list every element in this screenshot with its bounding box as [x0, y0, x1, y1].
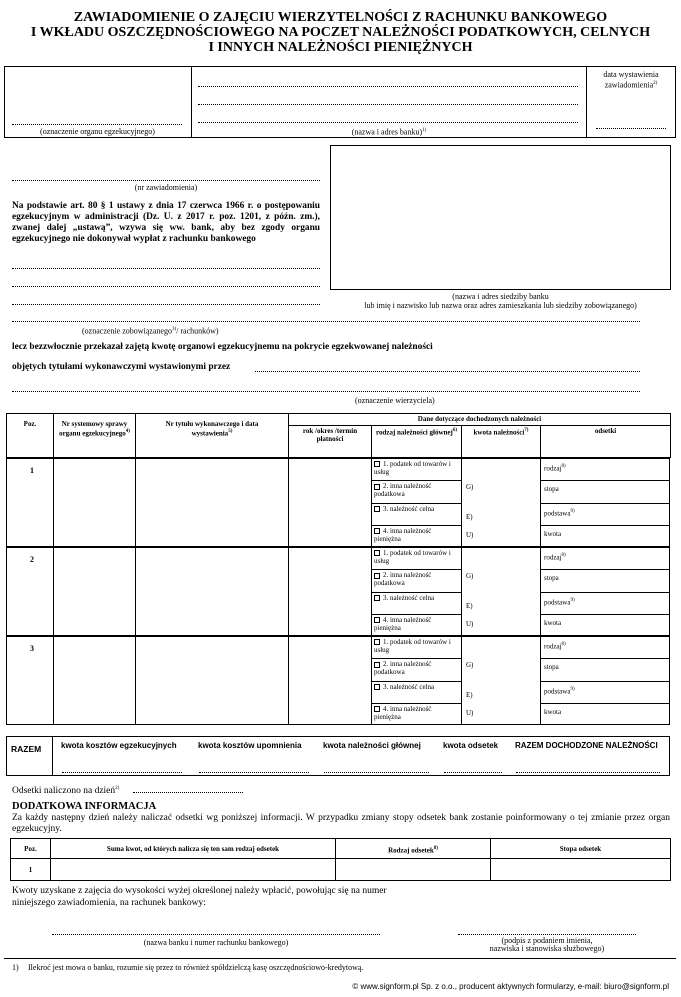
checkbox[interactable]	[374, 484, 380, 490]
sub-row-line	[540, 703, 670, 704]
interest-label-sup: 9)	[570, 686, 575, 692]
interest-header-poz: Poz.	[11, 839, 51, 859]
notice-number-label: (nr zawiadomienia)	[134, 183, 198, 192]
header-case-number: Nr systemowy sprawy organu egzekucyjnego$^{4)}$	[54, 414, 136, 458]
interest-label	[544, 508, 575, 517]
row-year[interactable]	[289, 637, 370, 724]
extra-heading: DODATKOWA INFORMACJA	[12, 801, 157, 812]
interest-label	[544, 574, 559, 582]
interest-label	[544, 686, 575, 695]
checkbox[interactable]	[374, 506, 380, 512]
creditor-field-2[interactable]	[12, 391, 640, 392]
interest-row-rate[interactable]	[491, 859, 671, 881]
row-case-number[interactable]	[54, 637, 134, 724]
amount-code: G)	[466, 572, 474, 580]
obligor-field[interactable]	[12, 321, 640, 322]
interest-label	[544, 663, 559, 671]
header-year: rok /okres /termin płatności	[289, 426, 372, 458]
checkbox[interactable]	[374, 684, 380, 690]
interest-label	[544, 597, 575, 606]
bank-account-label: (nazwa banku i numer rachunku bankowego)	[143, 938, 289, 947]
totals-col-principal: kwota należności głównej	[323, 741, 421, 750]
type-label: 2. inna należność podatkowa	[374, 571, 432, 588]
header-title-number: Nr tytułu wykonawczego i data wystawienia$^{5)}$	[136, 414, 289, 458]
checkbox[interactable]	[374, 639, 380, 645]
amount-code: E)	[466, 691, 473, 699]
notice-number-field[interactable]	[12, 180, 320, 181]
interest-label	[544, 708, 561, 716]
interest-header-type: Rodzaj odsetek$^{8)}$	[336, 839, 491, 859]
footnote-number: 1)	[12, 963, 19, 972]
totals-reminder-field[interactable]	[199, 772, 309, 773]
type-label: 4. inna należność pieniężna	[374, 704, 432, 721]
amount-code: G)	[466, 661, 474, 669]
sub-row-line	[540, 480, 670, 481]
type-label: 3. należność celna	[383, 504, 435, 513]
date-field[interactable]	[596, 128, 666, 129]
organ-field[interactable]	[12, 124, 182, 125]
type-option[interactable]	[374, 482, 458, 498]
interest-label-sup: 9)	[570, 597, 575, 603]
row-title-number[interactable]	[136, 637, 287, 724]
signature-field[interactable]	[458, 934, 636, 935]
type-option[interactable]	[374, 549, 458, 565]
row-case-number[interactable]	[54, 459, 134, 546]
extra-text: Za każdy następny dzień należy naliczać odsetki wg poniższej informacji. W przypadku zmiany stopy odsetek bank zostanie poinformowany o tej zmianie przez organ egzekucyjny.	[12, 813, 670, 834]
checkbox[interactable]	[374, 595, 380, 601]
interest-label-sup: 9)	[570, 508, 575, 514]
payment-text-2: niniejszego zawiadomienia, na rachunek bankowy:	[12, 898, 206, 908]
account-field-1[interactable]	[12, 268, 320, 269]
type-label: 4. inna należność pieniężna	[374, 526, 432, 543]
type-option[interactable]	[374, 638, 458, 654]
interest-label	[544, 485, 559, 493]
sub-row-line	[540, 592, 670, 593]
signature-label-1: (podpis z podaniem imienia,	[501, 936, 593, 945]
interest-label-text: rodzaj	[544, 642, 562, 651]
footer-text: © www.signform.pl Sp. z o.o., producent aktywnych formularzy, e-mail: biuro@signform.pl	[352, 982, 669, 991]
bank-seat-label-1: (nazwa i adres siedziby banku	[452, 292, 549, 301]
amount-code: U)	[466, 709, 474, 717]
interest-label	[544, 530, 561, 538]
amount-code: E)	[466, 602, 473, 610]
row-case-number[interactable]	[54, 548, 134, 635]
totals-col-reminder: kwota kosztów upomnienia	[198, 741, 302, 750]
header-claims-data: Dane dotyczące dochodzonych należności	[289, 414, 671, 426]
interest-label-text: stopa	[544, 485, 559, 494]
row-title-number[interactable]	[136, 548, 287, 635]
amount-code: U)	[466, 620, 474, 628]
totals-col-costs: kwota kosztów egzekucyjnych	[61, 741, 177, 750]
type-label: 3. należność celna	[383, 593, 435, 602]
checkbox[interactable]	[374, 662, 380, 668]
totals-costs-field[interactable]	[62, 772, 182, 773]
interest-label-text: podstawa	[544, 686, 571, 695]
type-label: 2. inna należność podatkowa	[374, 660, 432, 677]
interest-row-poz: 1	[11, 859, 51, 881]
sub-row-line	[371, 592, 461, 593]
type-option[interactable]	[374, 705, 458, 721]
type-option[interactable]	[374, 594, 458, 602]
header-amount: kwota należności$^{7)}$	[462, 426, 541, 458]
interest-label	[544, 641, 566, 650]
sub-row-line	[371, 503, 461, 504]
type-label: 4. inna należność pieniężna	[374, 615, 432, 632]
footnote-text: Ilekroć jest mowa o banku, rozumie się przez to również spółdzielczą kasę oszczędnościowo-kredytową.	[28, 963, 364, 972]
table-column-line	[461, 636, 462, 725]
sub-row-line	[371, 614, 461, 615]
account-field-3[interactable]	[12, 304, 320, 305]
type-option[interactable]	[374, 683, 458, 691]
interest-label-sup: 8)	[561, 553, 566, 558]
interest-label-text: stopa	[544, 574, 559, 583]
sub-row-line	[540, 658, 670, 659]
interest-label-text: rodzaj	[544, 464, 562, 473]
sub-row-line	[540, 614, 670, 615]
bank-seat-box[interactable]	[330, 145, 671, 290]
amount-code: E)	[466, 513, 473, 521]
transfer-text: lecz bezzwłocznie przekazał zajętą kwotę organowi egzekucyjnemu na pokrycie egzekwowanej należności	[12, 342, 433, 352]
type-option[interactable]	[374, 616, 458, 632]
account-field-2[interactable]	[12, 286, 320, 287]
totals-divider	[52, 736, 53, 776]
creditor-field-1[interactable]	[255, 371, 640, 372]
interest-label-text: stopa	[544, 663, 559, 672]
type-label: 1. podatek od towarów i usług	[374, 638, 451, 654]
totals-principal-field[interactable]	[324, 772, 429, 773]
sub-row-line	[540, 569, 670, 570]
sub-row-line	[371, 480, 461, 481]
interest-label-text: kwota	[544, 529, 562, 538]
interest-label	[544, 552, 566, 561]
legal-text: Na podstawie art. 80 § 1 ustawy z dnia 17 czerwca 1966 r. o postępowaniu egzekucyjnym w administracji (Dz. U. z 2017 r. poz. 1201, z późn. zm.), zwanej dalej „ustawą”, wzywa się ww. bank, aby bez zgody organu egzekucyjnego nie dokonywał wypłat z rachunku bankowego	[12, 201, 320, 244]
header-interest: odsetki	[541, 426, 671, 458]
date-label: data wystawienia zawiadomienia$^{2)}$	[603, 70, 659, 90]
sub-row-line	[371, 525, 461, 526]
row-year[interactable]	[289, 459, 370, 546]
interest-label	[544, 463, 566, 472]
totals-col-interest: kwota odsetek	[443, 741, 499, 750]
table-column-line	[461, 458, 462, 547]
bank-field-line-2[interactable]	[198, 104, 578, 105]
interest-table	[10, 838, 671, 881]
row-year[interactable]	[289, 548, 370, 635]
checkbox[interactable]	[374, 461, 380, 467]
type-label: 2. inna należność podatkowa	[374, 482, 432, 499]
bank-label: (nazwa i adres banku)$^{1)}$	[351, 127, 427, 137]
sub-row-line	[540, 525, 670, 526]
interest-header-rate: Stopa odsetek	[491, 839, 671, 859]
totals-interest-field[interactable]	[444, 772, 502, 773]
footnote-rule	[4, 958, 676, 959]
interest-label-text: rodzaj	[544, 553, 562, 562]
sub-row-line	[371, 658, 461, 659]
interest-label-text: kwota	[544, 618, 562, 627]
interest-label-sup: 8)	[561, 642, 566, 647]
totals-label: RAZEM	[11, 744, 42, 754]
header-type: rodzaj należności głównej$^{6)}$	[372, 426, 462, 458]
row-poz: 2	[30, 555, 34, 564]
checkbox[interactable]	[374, 550, 380, 556]
bank-field-line-3[interactable]	[198, 122, 578, 123]
claims-table	[6, 413, 671, 458]
header-divider-2	[586, 66, 587, 138]
interest-row-type[interactable]	[336, 859, 491, 881]
form-title	[0, 10, 681, 55]
sub-row-line	[540, 503, 670, 504]
interest-date-field[interactable]	[133, 792, 243, 793]
amount-code: U)	[466, 531, 474, 539]
interest-date-label: Odsetki naliczono na dzień$^{2)}$	[12, 786, 120, 797]
title-line-3: I INNYCH NALEŻNOŚCI PIENIĘŻNYCH	[208, 40, 473, 55]
bank-account-field[interactable]	[52, 934, 380, 935]
sub-row-line	[371, 681, 461, 682]
checkbox[interactable]	[374, 528, 380, 534]
titles-text: objętych tytułami wykonawczymi wystawionymi przez	[12, 362, 231, 372]
type-label: 1. podatek od towarów i usług	[374, 549, 451, 565]
interest-header-sum: Suma kwot, od których nalicza się ten sam rodzaj odsetek	[51, 839, 336, 859]
interest-label	[544, 619, 561, 627]
interest-row-sum[interactable]	[51, 859, 336, 881]
bank-seat-label-2: lub imię i nazwisko lub nazwa oraz adres zamieszkania lub siedziby zobowiązanego)	[364, 301, 637, 310]
sub-row-line	[540, 681, 670, 682]
row-poz: 1	[30, 466, 34, 475]
interest-label-text: kwota	[544, 707, 562, 716]
signature-label-2: nazwiska i stanowiska służbowego)	[489, 944, 605, 953]
interest-label-sup: 8)	[561, 464, 566, 469]
type-label: 3. należność celna	[383, 682, 435, 691]
row-title-number[interactable]	[136, 459, 287, 546]
type-label: 1. podatek od towarów i usług	[374, 460, 451, 476]
checkbox[interactable]	[374, 706, 380, 712]
amount-code: G)	[466, 483, 474, 491]
sub-row-line	[371, 703, 461, 704]
interest-label-text: podstawa	[544, 508, 571, 517]
row-poz: 3	[30, 644, 34, 653]
interest-label-text: podstawa	[544, 597, 571, 606]
type-option[interactable]	[374, 460, 458, 476]
payment-text-1: Kwoty uzyskane z zajęcia do wysokości wyżej określonej należy wpłacić, powołując się na numer	[12, 886, 387, 896]
bank-field-line-1[interactable]	[198, 86, 578, 87]
obligor-label: (oznaczenie zobowiązanego$^{3)}$/ rachunków)	[82, 326, 219, 336]
type-option[interactable]	[374, 571, 458, 587]
checkbox[interactable]	[374, 573, 380, 579]
type-option[interactable]	[374, 505, 458, 513]
totals-total-field[interactable]	[516, 772, 660, 773]
header-poz: Poz.	[7, 414, 54, 458]
table-column-line	[461, 547, 462, 636]
title-line-1: ZAWIADOMIENIE O ZAJĘCIU WIERZYTELNOŚCI Z RACHUNKU BANKOWEGO	[73, 10, 608, 25]
checkbox[interactable]	[374, 617, 380, 623]
type-option[interactable]	[374, 660, 458, 676]
type-option[interactable]	[374, 527, 458, 543]
sub-row-line	[371, 569, 461, 570]
creditor-label: (oznaczenie wierzyciela)	[355, 396, 435, 405]
title-line-2: I WKŁADU OSZCZĘDNOŚCIOWEGO NA POCZET NALEŻNOŚCI PODATKOWYCH, CELNYCH	[30, 25, 651, 40]
totals-col-total: RAZEM DOCHODZONE NALEŻNOŚCI	[515, 741, 658, 750]
organ-label: (oznaczenie organu egzekucyjnego)	[40, 127, 155, 136]
